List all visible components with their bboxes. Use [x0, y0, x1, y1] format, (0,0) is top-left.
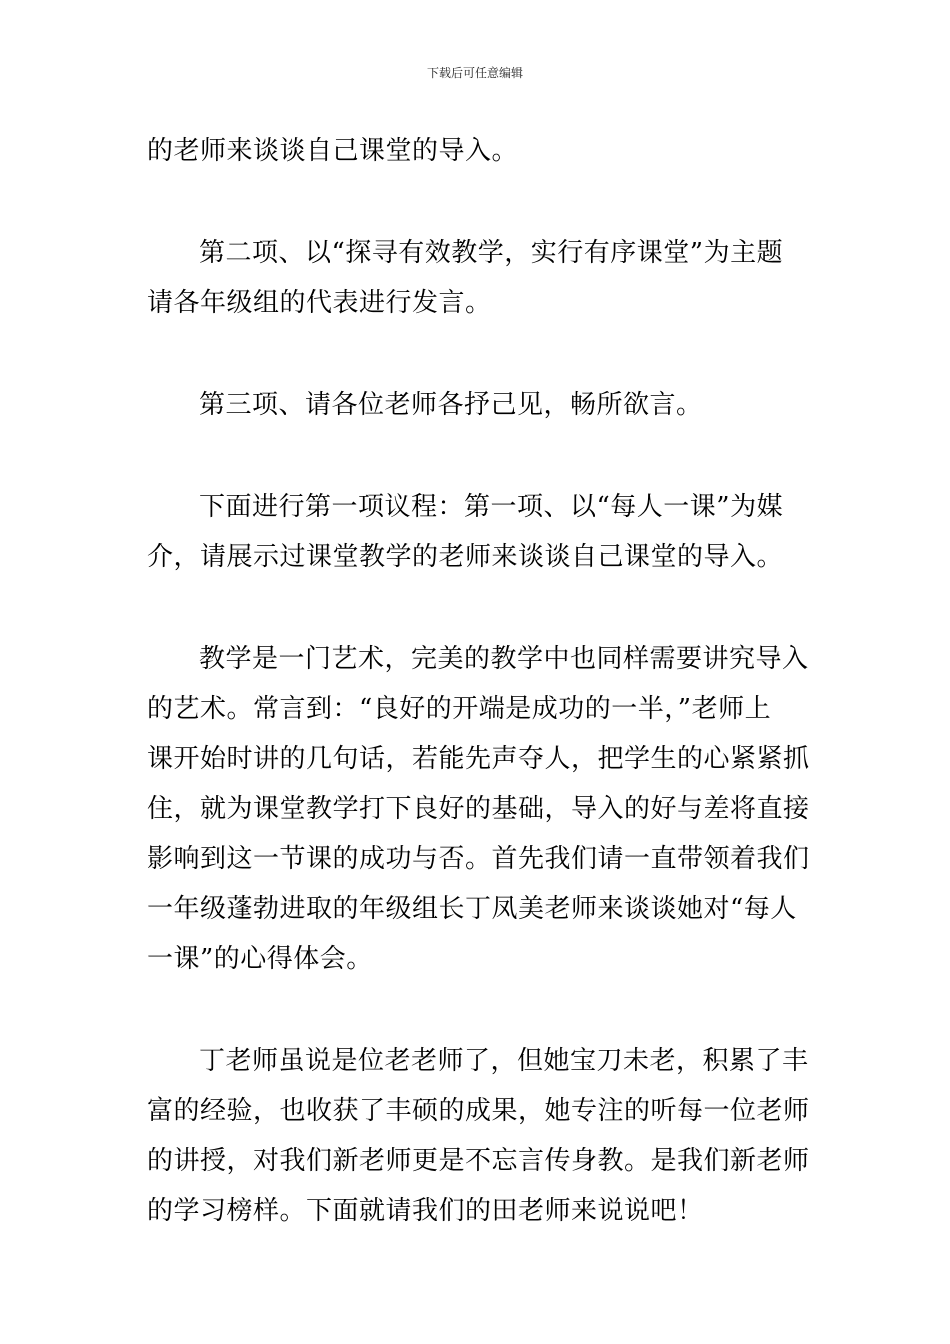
paragraph-3: [147, 380, 807, 430]
document-body: [147, 126, 810, 1236]
paragraph-line: 的老师来谈谈自己课堂的导入。: [147, 136, 519, 166]
paragraph-line: 富的经验，也收获了丰硕的成果，她专注的听每一位老师: [147, 1096, 810, 1126]
paragraph-2: [147, 228, 807, 328]
paragraph-4: [147, 482, 807, 582]
paragraph-line: 请各年级组的代表进行发言。: [147, 288, 492, 318]
paragraph-line: 第二项、以“探寻有效教学，实行有序课堂”为主题: [199, 238, 784, 268]
paragraph-line: 介，请展示过课堂教学的老师来谈谈自己课堂的导入。: [147, 542, 784, 572]
paragraph-1: [147, 126, 807, 176]
page-header: 下载后可任意编辑: [426, 66, 523, 80]
paragraph-line: 住，就为课堂教学打下良好的基础，导入的好与差将直接: [147, 794, 810, 824]
paragraph-line: 第三项、请各位老师各抒己见，畅所欲言。: [199, 390, 703, 420]
paragraph-line: 的艺术。常言到：“良好的开端是成功的一半，”老师上: [147, 694, 772, 724]
paragraph-line: 丁老师虽说是位老老师了，但她宝刀未老，积累了丰: [199, 1046, 809, 1076]
paragraph-line: 的学习榜样。下面就请我们的田老师来说说吧！: [147, 1196, 704, 1226]
paragraph-line: 的讲授，对我们新老师更是不忘言传身教。是我们新老师: [147, 1146, 810, 1176]
paragraph-line: 教学是一门艺术，完美的教学中也同样需要讲究导入: [199, 644, 809, 674]
paragraph-5: [147, 634, 810, 984]
paragraph-line: 影响到这一节课的成功与否。首先我们请一直带领着我们: [147, 844, 810, 874]
paragraph-line: 下面进行第一项议程：第一项、以“每人一课”为媒: [199, 492, 784, 522]
paragraph-line: 一课”的心得体会。: [147, 944, 373, 974]
paragraph-line: 一年级蓬勃进取的年级组长丁凤美老师来谈谈她对“每人: [147, 894, 797, 924]
paragraph-line: 课开始时讲的几句话，若能先声夺人，把学生的心紧紧抓: [147, 744, 810, 774]
paragraph-6: [147, 1036, 810, 1236]
